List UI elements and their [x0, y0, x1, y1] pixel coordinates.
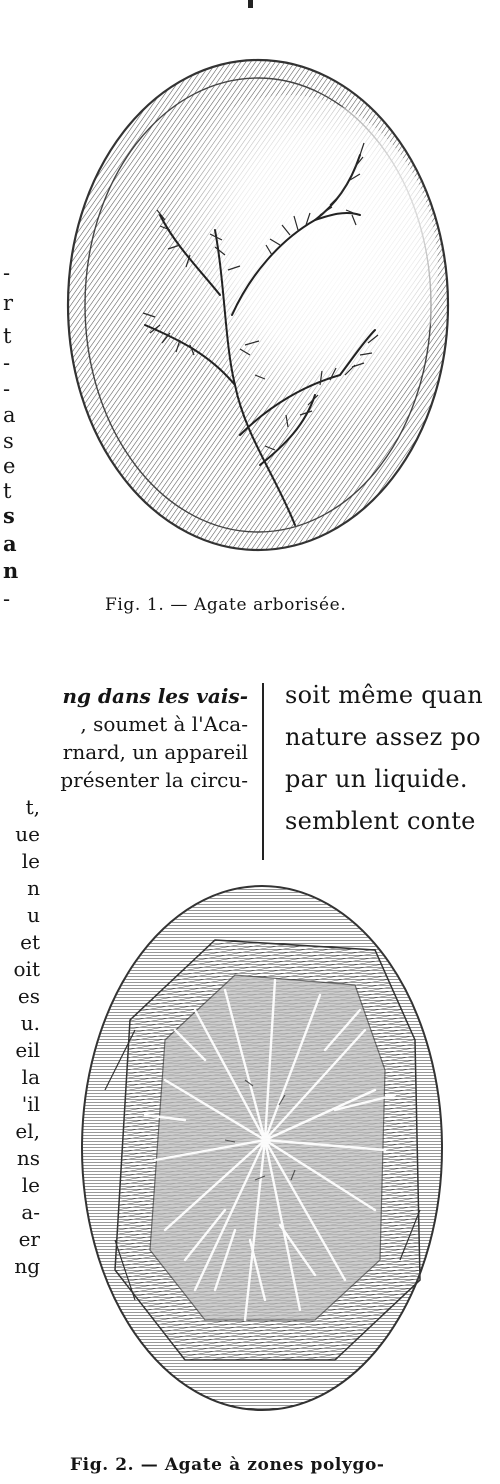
- margin-char: t: [3, 479, 12, 503]
- text-line: nature assez po: [285, 723, 481, 751]
- text-line: soit même quan: [285, 681, 484, 709]
- margin-char: r: [3, 291, 14, 315]
- margin-char: -: [3, 587, 11, 611]
- text-line: ng dans les vais-: [62, 684, 248, 708]
- margin-char: a: [3, 403, 16, 427]
- text-line: la: [21, 1065, 40, 1089]
- text-line: a-: [21, 1200, 40, 1224]
- text-line: er: [18, 1227, 40, 1251]
- text-line: présenter la circu-: [60, 768, 248, 792]
- margin-char: e: [3, 454, 16, 478]
- text-line: u: [27, 903, 40, 927]
- figure-2-caption: Fig. 2. — Agate à zones polygo-: [70, 1455, 385, 1475]
- text-line: el,: [15, 1119, 40, 1143]
- margin-char: a: [3, 531, 17, 556]
- text-line: es: [17, 984, 40, 1008]
- column-divider: [262, 683, 264, 860]
- text-line: n: [27, 876, 40, 900]
- margin-char: -: [3, 351, 11, 375]
- margin-char: -: [3, 261, 11, 285]
- text-line: eil: [15, 1038, 40, 1062]
- margin-char: s: [3, 503, 15, 528]
- text-line: ns: [16, 1146, 40, 1170]
- text-line: u.: [20, 1011, 40, 1035]
- text-line: et: [20, 930, 40, 954]
- text-line: par un liquide.: [285, 765, 468, 793]
- figure-2-agate-illustration: [75, 880, 455, 1420]
- margin-char: t: [3, 324, 12, 348]
- text-line: ue: [15, 822, 40, 846]
- text-line: oit: [13, 957, 40, 981]
- text-line: , soumet à l'Aca-: [80, 712, 248, 736]
- text-line: ng: [14, 1254, 40, 1278]
- text-line: le: [21, 849, 40, 873]
- figure-1-caption: Fig. 1. — Agate arborisée.: [105, 595, 347, 615]
- margin-char: -: [3, 377, 11, 401]
- header-mark: [248, 0, 253, 8]
- figure-1-agate-illustration: [60, 55, 460, 565]
- text-line: semblent conte: [285, 807, 476, 835]
- text-line: rnard, un appareil: [62, 740, 248, 764]
- margin-char: s: [3, 429, 14, 453]
- text-line: 'il: [21, 1092, 40, 1116]
- margin-char: n: [3, 558, 19, 583]
- text-line: le: [21, 1173, 40, 1197]
- text-line: t,: [25, 795, 40, 819]
